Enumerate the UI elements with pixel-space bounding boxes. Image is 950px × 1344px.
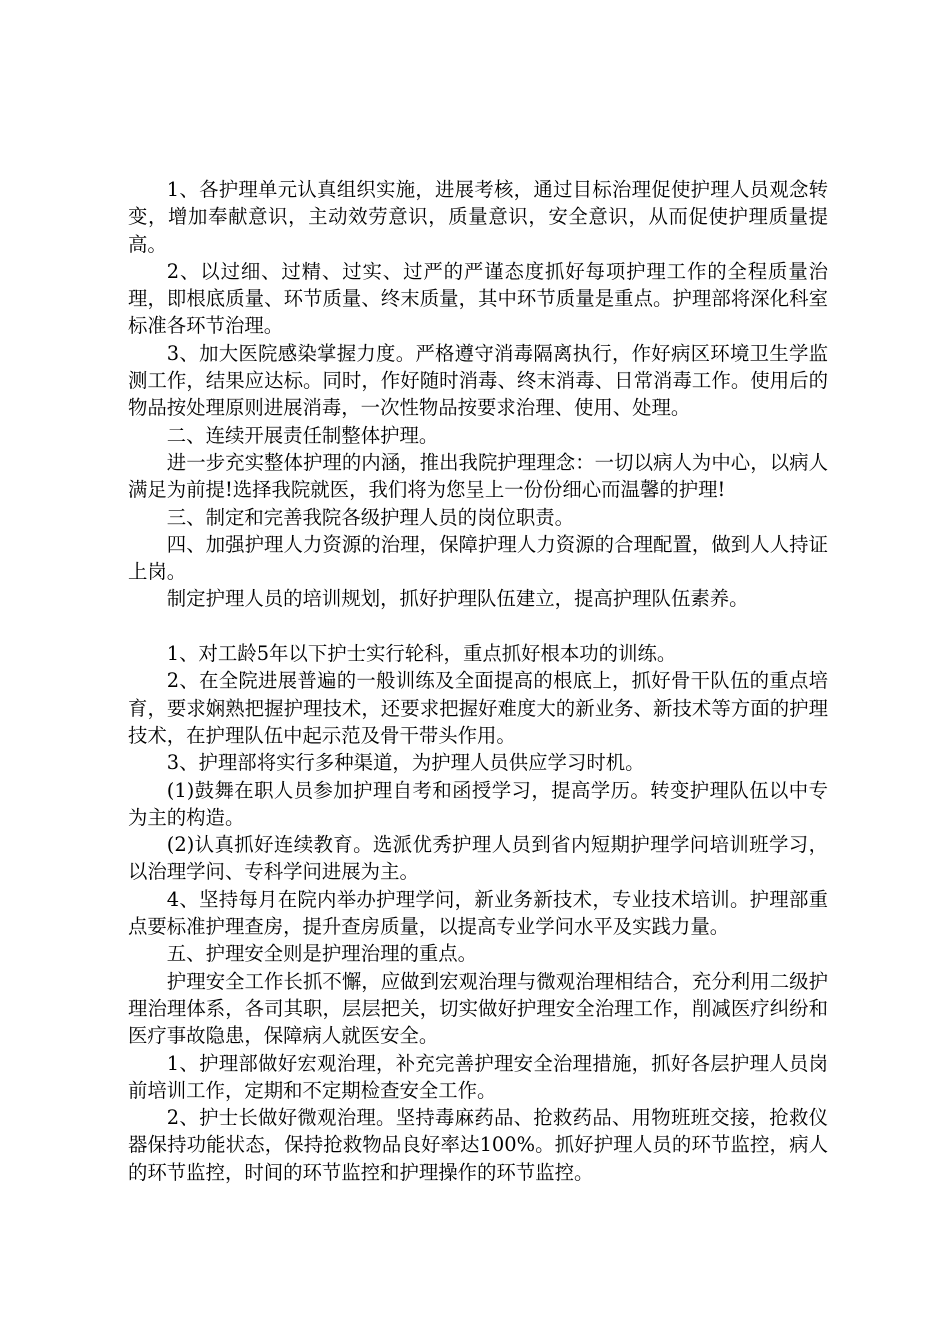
- paragraph-14: 2、护士长做好微观治理。坚持毒麻药品、抢救药品、用物班班交接，抢救仪器保持功能状态，保持抢救物品良好率达100%。抓好护理人员的环节监控，病人的环节监控，时间的环节监控和护理操作的环节监控。: [128, 1106, 828, 1184]
- paragraph-9: (1)鼓舞在职人员参加护理自考和函授学习，提高学历。转变护理队伍以中专为主的构造。: [128, 778, 828, 829]
- paragraph-6: 1、对工龄5年以下护士实行轮科，重点抓好根本功的训练。: [166, 642, 677, 666]
- paragraph-10: (2)认真抓好连续教育。选派优秀护理人员到省内短期护理学问培训班学习，以治理学问、专科学问进展为主。: [128, 833, 828, 884]
- paragraph-8: 3、护理部将实行多种渠道，为护理人员供应学习时机。: [166, 751, 645, 775]
- paragraph-4: 进一步充实整体护理的内涵，推出我院护理理念：一切以病人为中心，以病人满足为前提!选择我院就医，我们将为您呈上一份份细心而温馨的护理!: [128, 450, 828, 502]
- paragraph-11: 4、坚持每月在院内举办护理学问，新业务新技术，专业技术培训。护理部重点要标准护理查房，提升查房质量，以提高专业学问水平及实践力量。: [128, 887, 828, 939]
- paragraph-7: 2、在全院进展普遍的一般训练及全面提高的根底上，抓好骨干队伍的重点培育，要求娴熟把握护理技术，还要求把握好难度大的新业务、新技术等方面的护理技术，在护理队伍中起示范及骨干带头作用。: [128, 669, 828, 747]
- paragraph-5: 制定护理人员的培训规划，抓好护理队伍建立，提高护理队伍素养。: [166, 587, 749, 611]
- section-heading-3: 三、制定和完善我院各级护理人员的岗位职责。: [166, 505, 574, 529]
- document-body: [128, 176, 828, 1186]
- section-heading-4: 四、加强护理人力资源的治理，保障护理人力资源的合理配置，做到人人持证上岗。: [128, 532, 828, 584]
- paragraph-3: 3、加大医院感染掌握力度。严格遵守消毒隔离执行，作好病区环境卫生学监测工作，结果应达标。同时，作好随时消毒、终末消毒、日常消毒工作。使用后的物品按处理原则进展消毒，一次性物品按要求治理、使用、处理。: [128, 341, 828, 420]
- paragraph-13: 1、护理部做好宏观治理，补充完善护理安全治理措施，抓好各层护理人员岗前培训工作，定期和不定期检查安全工作。: [128, 1051, 828, 1102]
- section-heading-5: 五、护理安全则是护理治理的重点。: [166, 942, 478, 966]
- blank-line: [128, 613, 828, 640]
- paragraph-2: 2、以过细、过精、过实、过严的严谨态度抓好每项护理工作的全程质量治理，即根底质量、环节质量、终末质量，其中环节质量是重点。护理部将深化科室标准各环节治理。: [128, 259, 828, 338]
- paragraph-12: 护理安全工作长抓不懈，应做到宏观治理与微观治理相结合，充分利用二级护理治理体系，各司其职，层层把关，切实做好护理安全治理工作，削减医疗纠纷和医疗事故隐患，保障病人就医安全。: [128, 969, 828, 1048]
- section-heading-2: 二、连续开展责任制整体护理。: [166, 423, 439, 447]
- paragraph-1: 1、各护理单元认真组织实施，进展考核，通过目标治理促使护理人员观念转变，增加奉献意识，主动效劳意识，质量意识，安全意识，从而促使护理质量提高。: [128, 178, 828, 256]
